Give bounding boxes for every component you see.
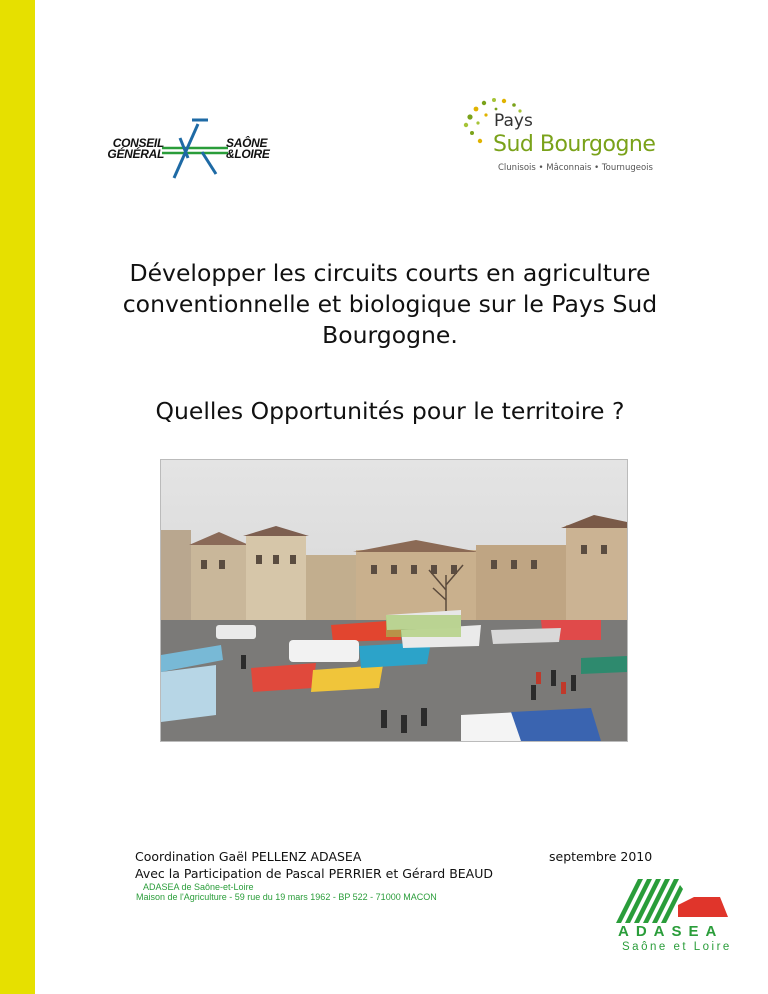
conseil-general-logo (96, 118, 272, 180)
cg-logo-left-text (96, 138, 164, 160)
adasea-logo (612, 875, 732, 965)
adasea-emblem-icon (612, 875, 732, 923)
cg-logo-right-text (226, 138, 270, 160)
date-text: septembre 2010 (549, 849, 653, 864)
market-photo (160, 459, 628, 742)
coordination-text: Coordination Gaël PELLENZ ADASEA (135, 849, 362, 864)
psb-pays-text: Pays (494, 111, 533, 131)
cg-emblem-icon (158, 118, 232, 180)
adasea-word-text: ADASEA (618, 923, 724, 940)
cg-line-loire: &LOIRE (226, 147, 270, 161)
pays-sud-bourgogne-logo (462, 97, 672, 179)
org-name-text: ADASEA de Saône-et-Loire (143, 882, 254, 892)
cg-line-saone: SAÔNE (226, 136, 268, 150)
document-subtitle: Quelles Opportunités pour le territoire ? (155, 397, 625, 425)
adasea-region-text: Saône et Loire (622, 941, 732, 953)
cg-line-conseil: CONSEIL (112, 136, 164, 150)
participation-text: Avec la Participation de Pascal PERRIER et Gérard BEAUD (135, 866, 494, 881)
document-title: Développer les circuits courts en agriculture conventionnelle et biologique sur le Pays Sud Bourgogne. (122, 259, 658, 349)
yellow-side-bar (0, 0, 35, 994)
address-text: Maison de l'Agriculture - 59 rue du 19 mars 1962 - BP 522 - 71000 MACON (136, 892, 437, 902)
market-scene-image (161, 460, 627, 741)
psb-subline-text: Clunisois • Mâconnais • Tournugeois (498, 163, 653, 173)
cg-line-general: GÉNÉRAL (107, 147, 164, 161)
psb-sud-bourgogne-text: Sud Bourgogne (493, 132, 656, 157)
